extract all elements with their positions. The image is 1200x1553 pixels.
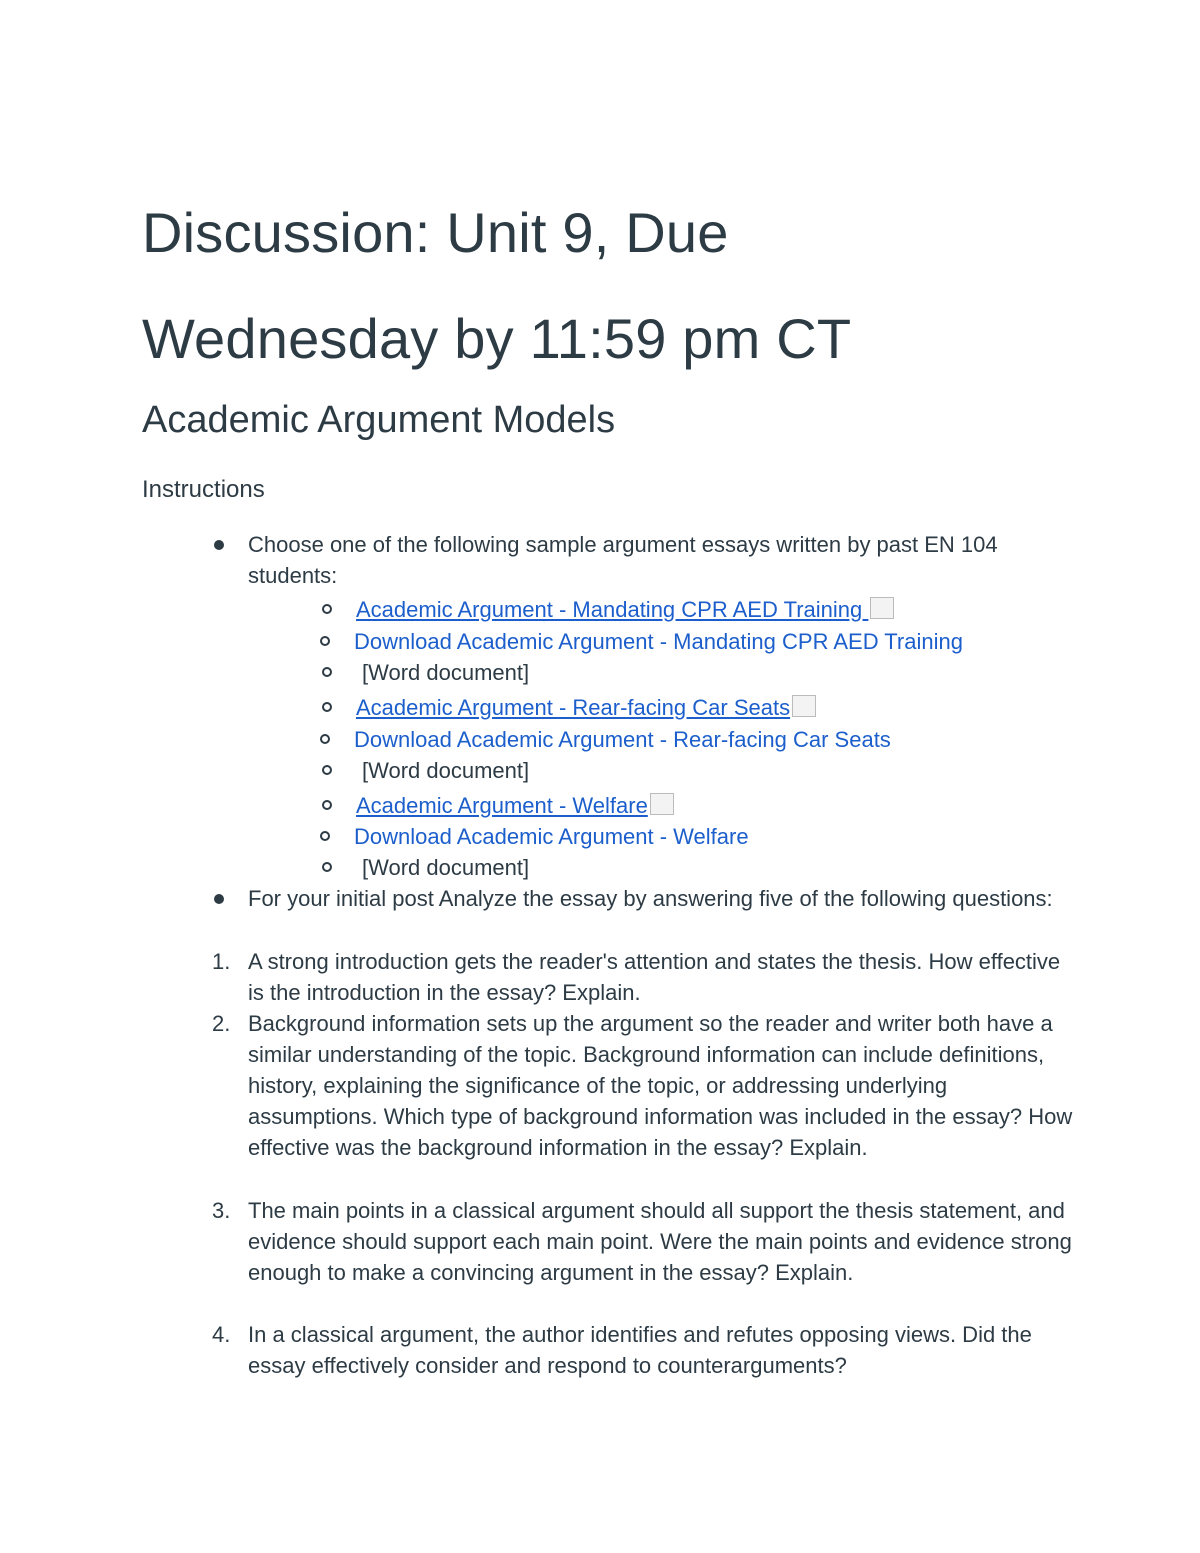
page-subtitle: Academic Argument Models <box>142 399 616 441</box>
external-link-icon[interactable] <box>792 695 816 717</box>
external-link-icon[interactable] <box>870 597 894 619</box>
word-document-label: [Word document] <box>362 660 530 685</box>
question-number: 3. <box>212 1198 231 1223</box>
essay-link-row <box>356 692 816 723</box>
page-title-line-1: Discussion: Unit 9, Due <box>142 201 729 264</box>
circle-bullet <box>320 734 330 744</box>
circle-bullet <box>320 636 330 646</box>
question-text: A strong introduction gets the reader's attention and states the thesis. How effective is the introduction in the essay? Explain. <box>248 949 1061 1005</box>
question-number: 2. <box>212 1011 231 1036</box>
essay-link-row <box>356 594 894 625</box>
page-title <box>142 180 1102 392</box>
word-document-label: [Word document] <box>362 855 530 880</box>
word-document-label: [Word document] <box>362 758 530 783</box>
download-link-cpr[interactable]: Download Academic Argument - Mandating CPR AED Training <box>354 629 963 654</box>
bullet-dot <box>214 540 224 550</box>
circle-bullet <box>322 765 332 775</box>
question-number: 4. <box>212 1322 231 1347</box>
circle-bullet <box>320 831 330 841</box>
essay-link-welfare[interactable]: Academic Argument - Welfare <box>356 793 648 818</box>
question-text: Background information sets up the argument so the reader and writer both have a similar understanding of the topic. Background information can include definitions, history, explaining the significance of the topic, or addressing underlying assumptions. Which type of background information was included in the essay? How effective was the background information in the essay? Explain. <box>248 1011 1073 1160</box>
bullet-text-choose: Choose one of the following sample argument essays written by past EN 104 students: <box>248 532 998 588</box>
page-title-line-2: Wednesday by 11:59 pm CT <box>142 307 852 370</box>
section-heading-instructions: Instructions <box>142 476 265 503</box>
circle-bullet <box>322 604 332 614</box>
circle-bullet <box>322 702 332 712</box>
download-link-welfare[interactable]: Download Academic Argument - Welfare <box>354 824 749 849</box>
external-link-icon[interactable] <box>650 793 674 815</box>
question-number: 1. <box>212 949 231 974</box>
circle-bullet <box>322 667 332 677</box>
question-text: In a classical argument, the author identifies and refutes opposing views. Did the essay effectively consider and respond to counterarguments? <box>248 1322 1032 1378</box>
essay-link-row <box>356 790 674 821</box>
question-text: The main points in a classical argument should all support the thesis statement, and evidence should support each main point. Were the main points and evidence strong enough to make a convincing argument in the essay? Explain. <box>248 1198 1072 1285</box>
circle-bullet <box>322 862 332 872</box>
bullet-text-initial-post: For your initial post Analyze the essay by answering five of the following questions: <box>248 886 1053 911</box>
essay-link-cpr[interactable]: Academic Argument - Mandating CPR AED Training <box>356 597 869 622</box>
essay-link-car-seats[interactable]: Academic Argument - Rear-facing Car Seats <box>356 695 791 720</box>
bullet-dot <box>214 894 224 904</box>
circle-bullet <box>322 800 332 810</box>
download-link-car-seats[interactable]: Download Academic Argument - Rear-facing Car Seats <box>354 727 891 752</box>
